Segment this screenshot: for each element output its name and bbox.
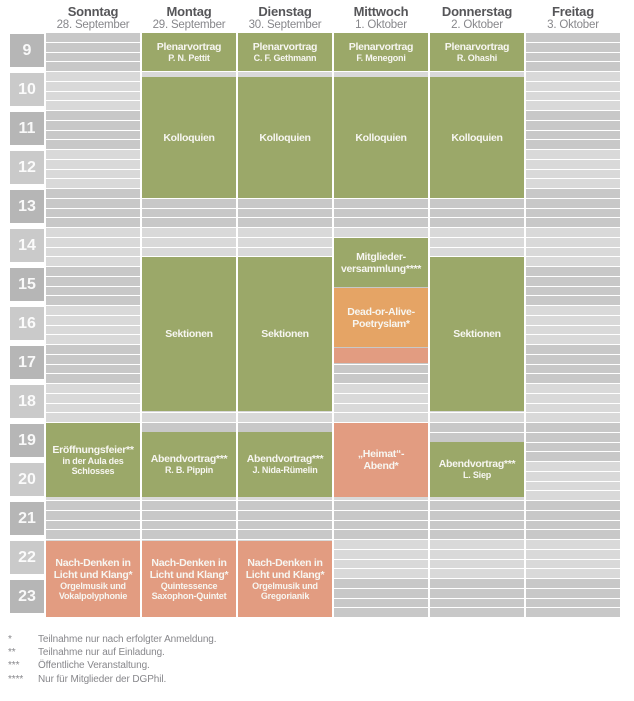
event-title-line: versammlung**** [340, 262, 422, 275]
grid-stripe [46, 511, 140, 520]
grid-stripe [142, 501, 236, 510]
grid-stripe [526, 82, 620, 91]
footnote-marker: ** [8, 647, 16, 659]
footnote-text: Öffentliche Veranstaltung. [38, 660, 150, 672]
grid-stripe [526, 43, 620, 52]
footnote-1 [8, 633, 216, 646]
grid-stripe [526, 228, 620, 237]
grid-stripe [526, 589, 620, 598]
grid-stripe [430, 423, 524, 432]
grid-stripe [526, 306, 620, 315]
event-sektionen [238, 257, 332, 411]
grid-stripe [46, 326, 140, 335]
grid-stripe [142, 238, 236, 247]
event-title-line: Abendvortrag*** [246, 453, 324, 466]
grid-stripe [334, 521, 428, 530]
hour-label-15: 15 [10, 268, 44, 301]
grid-stripe [46, 413, 140, 422]
grid-stripe [430, 209, 524, 218]
hour-label-21: 21 [10, 502, 44, 535]
grid-stripe [526, 413, 620, 422]
grid-stripe [238, 413, 332, 422]
grid-stripe [142, 423, 236, 432]
footnotes [8, 633, 216, 686]
day-date: 30. September [248, 19, 322, 31]
grid-stripe [46, 53, 140, 62]
grid-stripe [334, 199, 428, 208]
event-title-line: Dead-or-Alive- [347, 305, 415, 318]
grid-stripe [46, 355, 140, 364]
hour-label-12: 12 [10, 151, 44, 184]
grid-stripe [526, 394, 620, 403]
event-subtitle-line: Orgelmusik und [60, 580, 126, 591]
grid-stripe [46, 179, 140, 188]
grid-stripe [526, 599, 620, 608]
grid-stripe [526, 248, 620, 257]
event-title-line: Nach-Denken in [55, 556, 131, 569]
grid-stripe [238, 209, 332, 218]
grid-stripe [526, 238, 620, 247]
event-abendvortrag [238, 432, 332, 497]
grid-stripe [46, 238, 140, 247]
event-title-line: Kolloquien [163, 131, 215, 144]
hour-label-22: 22 [10, 541, 44, 574]
grid-stripe [46, 131, 140, 140]
grid-stripe [526, 423, 620, 432]
grid-stripe [46, 209, 140, 218]
day-date: 3. Oktober [547, 19, 599, 31]
day-date: 29. September [152, 19, 226, 31]
grid-stripe [334, 218, 428, 227]
event-title-line: Licht und Klang* [149, 568, 229, 581]
grid-stripe [334, 579, 428, 588]
event-nach-denken-in [46, 541, 140, 617]
grid-stripe [46, 33, 140, 42]
grid-stripe [526, 150, 620, 159]
grid-stripe [430, 218, 524, 227]
grid-stripe [46, 150, 140, 159]
grid-stripe [526, 62, 620, 71]
grid-stripe [238, 238, 332, 247]
grid-stripe [526, 92, 620, 101]
event-title-line: Nach-Denken in [151, 556, 227, 569]
footnote-text: Teilnahme nur auf Einladung. [38, 647, 165, 659]
event-subtitle-line: F. Menegoni [356, 52, 406, 63]
grid-stripe [526, 160, 620, 169]
grid-stripe [46, 92, 140, 101]
grid-stripe [430, 550, 524, 559]
grid-stripe [238, 530, 332, 539]
grid-stripe [46, 160, 140, 169]
day-header-montag [142, 5, 236, 35]
event-subtitle-line: C. F. Gethmann [253, 52, 317, 63]
day-header-freitag [526, 5, 620, 35]
hour-label-19: 19 [10, 424, 44, 457]
grid-stripe [46, 189, 140, 198]
grid-stripe [46, 228, 140, 237]
footnote-text: Teilnahme nur nach erfolgter Anmeldung. [38, 634, 217, 645]
grid-stripe [238, 228, 332, 237]
grid-stripe [526, 179, 620, 188]
grid-stripe [430, 599, 524, 608]
day-header-mittwoch [334, 5, 428, 35]
grid-stripe [526, 511, 620, 520]
grid-stripe [526, 296, 620, 305]
grid-stripe [46, 384, 140, 393]
grid-stripe [334, 228, 428, 237]
grid-stripe [526, 462, 620, 471]
event-title-line: Sektionen [261, 328, 309, 340]
day-name: Freitag [552, 4, 594, 19]
grid-stripe [526, 170, 620, 179]
grid-stripe [46, 404, 140, 413]
grid-stripe [142, 511, 236, 520]
event-title-line: Kolloquien [451, 131, 503, 144]
event-title-line: Poetryslam* [352, 317, 410, 330]
event-title-line: Plenarvortrag [156, 40, 222, 53]
event-subtitle-line: R. Ohashi [456, 52, 498, 63]
grid-stripe [334, 404, 428, 413]
grid-stripe [526, 384, 620, 393]
event-title-line: Plenarvortrag [252, 40, 318, 53]
footnote-marker: **** [8, 673, 24, 685]
grid-stripe [526, 355, 620, 364]
grid-stripe [526, 111, 620, 120]
event-abendvortrag [430, 442, 524, 497]
event-subtitle-line: R. B. Pippin [164, 465, 214, 476]
day-header-donnerstag [430, 5, 524, 35]
event-nach-denken-in [142, 541, 236, 617]
event-subtitle-line: Orgelmusik und [252, 580, 318, 591]
grid-stripe [526, 101, 620, 110]
grid-stripe [526, 277, 620, 286]
event-strip [334, 348, 428, 363]
grid-stripe [526, 209, 620, 218]
event-subtitle-line: P. N. Pettit [168, 52, 210, 63]
event-plenarvortrag [334, 33, 428, 71]
grid-stripe [334, 608, 428, 617]
grid-stripe [46, 306, 140, 315]
event-title-line: Plenarvortrag [348, 40, 414, 53]
grid-stripe [46, 287, 140, 296]
event-kolloquien [334, 77, 428, 198]
event-subtitle-line: in der Aula des [62, 455, 124, 466]
grid-stripe [526, 560, 620, 569]
event-title-line: Nach-Denken in [247, 556, 323, 569]
event-mitglieder [334, 238, 428, 287]
event-subtitle-line: Saxophon-Quintet [151, 591, 227, 601]
grid-stripe [526, 521, 620, 530]
hour-label-23: 23 [10, 580, 44, 613]
grid-stripe [526, 491, 620, 500]
grid-stripe [334, 569, 428, 578]
day-date: 28. September [56, 19, 130, 31]
grid-stripe [334, 394, 428, 403]
grid-stripe [430, 433, 524, 442]
grid-stripe [46, 140, 140, 149]
grid-stripe [334, 365, 428, 374]
event-kolloquien [238, 77, 332, 198]
grid-stripe [526, 579, 620, 588]
grid-stripe [526, 404, 620, 413]
event-title-line: Kolloquien [355, 131, 407, 144]
footnote-marker: *** [8, 660, 20, 672]
footnote-3 [8, 659, 216, 672]
grid-stripe [238, 423, 332, 432]
grid-stripe [46, 111, 140, 120]
grid-stripe [430, 511, 524, 520]
grid-stripe [430, 530, 524, 539]
grid-stripe [430, 569, 524, 578]
grid-stripe [526, 140, 620, 149]
hour-label-9: 9 [10, 34, 44, 67]
grid-stripe [526, 501, 620, 510]
grid-stripe [526, 189, 620, 198]
grid-stripe [526, 540, 620, 549]
hour-label-20: 20 [10, 463, 44, 496]
grid-stripe [430, 228, 524, 237]
hour-label-13: 13 [10, 190, 44, 223]
event-title-line: Licht und Klang* [53, 568, 133, 581]
grid-stripe [430, 540, 524, 549]
grid-stripe [334, 550, 428, 559]
event-title-line: Abend* [363, 460, 399, 472]
grid-stripe [142, 521, 236, 530]
event-title-line: Eröffnungsfeier** [52, 443, 134, 456]
grid-stripe [526, 569, 620, 578]
day-header-dienstag [238, 5, 332, 35]
grid-stripe [46, 345, 140, 354]
grid-stripe [526, 482, 620, 491]
grid-stripe [238, 248, 332, 257]
grid-stripe [46, 365, 140, 374]
grid-stripe [526, 550, 620, 559]
grid-stripe [46, 335, 140, 344]
grid-stripe [526, 335, 620, 344]
day-header-sonntag [46, 5, 140, 35]
event-title-line: Licht und Klang* [245, 568, 325, 581]
hour-label-11: 11 [10, 112, 44, 145]
hour-label-14: 14 [10, 229, 44, 262]
grid-stripe [46, 296, 140, 305]
grid-stripe [334, 501, 428, 510]
event-title-line: Kolloquien [259, 131, 311, 144]
grid-stripe [526, 287, 620, 296]
grid-stripe [142, 199, 236, 208]
grid-stripe [526, 316, 620, 325]
hour-label-16: 16 [10, 307, 44, 340]
day-name: Dienstag [258, 4, 312, 19]
grid-stripe [46, 218, 140, 227]
event-sektionen [430, 257, 524, 411]
grid-stripe [46, 501, 140, 510]
grid-stripe [526, 121, 620, 130]
event-plenarvortrag [430, 33, 524, 71]
grid-stripe [334, 511, 428, 520]
grid-stripe [430, 589, 524, 598]
grid-stripe [46, 267, 140, 276]
grid-stripe [526, 472, 620, 481]
grid-stripe [334, 374, 428, 383]
grid-stripe [46, 82, 140, 91]
grid-stripe [526, 218, 620, 227]
grid-stripe [526, 267, 620, 276]
grid-stripe [526, 433, 620, 442]
grid-stripe [526, 365, 620, 374]
hour-label-17: 17 [10, 346, 44, 379]
grid-stripe [430, 579, 524, 588]
grid-stripe [46, 248, 140, 257]
grid-stripe [430, 560, 524, 569]
grid-stripe [526, 131, 620, 140]
event-title-line: Abendvortrag*** [150, 453, 228, 466]
event-heimat [334, 423, 428, 497]
grid-stripe [46, 43, 140, 52]
event-title-line: Plenarvortrag [444, 40, 510, 53]
grid-stripe [46, 374, 140, 383]
grid-stripe [430, 413, 524, 422]
grid-stripe [334, 589, 428, 598]
day-name: Mittwoch [353, 4, 409, 19]
event-subtitle-line: L. Siep [462, 470, 492, 481]
grid-stripe [526, 257, 620, 266]
day-date: 1. Oktober [355, 19, 407, 31]
grid-stripe [142, 530, 236, 539]
grid-stripe [526, 374, 620, 383]
grid-stripe [46, 521, 140, 530]
grid-stripe [334, 413, 428, 422]
event-nach-denken-in [238, 541, 332, 617]
grid-stripe [526, 53, 620, 62]
grid-stripe [46, 316, 140, 325]
grid-stripe [238, 199, 332, 208]
grid-stripe [526, 326, 620, 335]
event-subtitle-line: J. Nida-Rümelin [252, 465, 318, 476]
grid-stripe [46, 101, 140, 110]
footnote-marker: * [8, 634, 12, 645]
footnote-text: Nur für Mitglieder der DGPhil. [38, 673, 167, 685]
grid-stripe [238, 511, 332, 520]
grid-stripe [238, 218, 332, 227]
event-title-line: „Heimat“- [357, 448, 405, 460]
grid-stripe [46, 277, 140, 286]
grid-stripe [430, 521, 524, 530]
grid-stripe [526, 443, 620, 452]
grid-stripe [46, 62, 140, 71]
grid-stripe [46, 170, 140, 179]
grid-stripe [142, 228, 236, 237]
event-title-line: Sektionen [453, 328, 501, 340]
grid-stripe [46, 199, 140, 208]
grid-stripe [238, 501, 332, 510]
grid-stripe [46, 257, 140, 266]
event-kolloquien [142, 77, 236, 198]
grid-stripe [334, 209, 428, 218]
grid-stripe [46, 72, 140, 81]
grid-stripe [142, 209, 236, 218]
hour-label-10: 10 [10, 73, 44, 106]
grid-stripe [430, 199, 524, 208]
event-kolloquien [430, 77, 524, 198]
grid-stripe [526, 72, 620, 81]
event-plenarvortrag [238, 33, 332, 71]
grid-stripe [526, 345, 620, 354]
grid-stripe [526, 33, 620, 42]
event-plenarvortrag [142, 33, 236, 71]
grid-stripe [334, 599, 428, 608]
grid-stripe [526, 199, 620, 208]
grid-stripe [46, 530, 140, 539]
grid-stripe [142, 413, 236, 422]
grid-stripe [430, 608, 524, 617]
event-subtitle-line: Vokalpolyphonie [58, 591, 128, 601]
event-abendvortrag [142, 432, 236, 497]
footnote-2 [8, 646, 216, 659]
day-name: Montag [166, 4, 212, 19]
grid-stripe [46, 394, 140, 403]
footnote-4 [8, 673, 216, 686]
grid-stripe [526, 452, 620, 461]
grid-stripe [526, 530, 620, 539]
event-dead-or-alive [334, 288, 428, 347]
event-subtitle-line: Gregorianik [260, 591, 310, 601]
event-er-ffnungsfeier [46, 423, 140, 497]
hour-label-18: 18 [10, 385, 44, 418]
grid-stripe [142, 248, 236, 257]
event-title-line: Mitglieder- [356, 250, 406, 263]
grid-stripe [430, 501, 524, 510]
grid-stripe [334, 560, 428, 569]
grid-stripe [334, 384, 428, 393]
grid-stripe [238, 521, 332, 530]
grid-stripe [334, 530, 428, 539]
grid-stripe [430, 238, 524, 247]
event-sektionen [142, 257, 236, 411]
grid-stripe [142, 218, 236, 227]
grid-stripe [46, 121, 140, 130]
grid-stripe [526, 608, 620, 617]
event-subtitle-line: Schlosses [71, 466, 115, 476]
day-name: Donnerstag [441, 4, 513, 19]
day-name: Sonntag [67, 4, 119, 19]
event-title-line: Sektionen [165, 328, 213, 340]
grid-stripe [430, 248, 524, 257]
event-subtitle-line: Quintessence [160, 580, 218, 591]
grid-stripe [334, 540, 428, 549]
event-title-line: Abendvortrag*** [438, 458, 516, 471]
day-date: 2. Oktober [451, 19, 503, 31]
